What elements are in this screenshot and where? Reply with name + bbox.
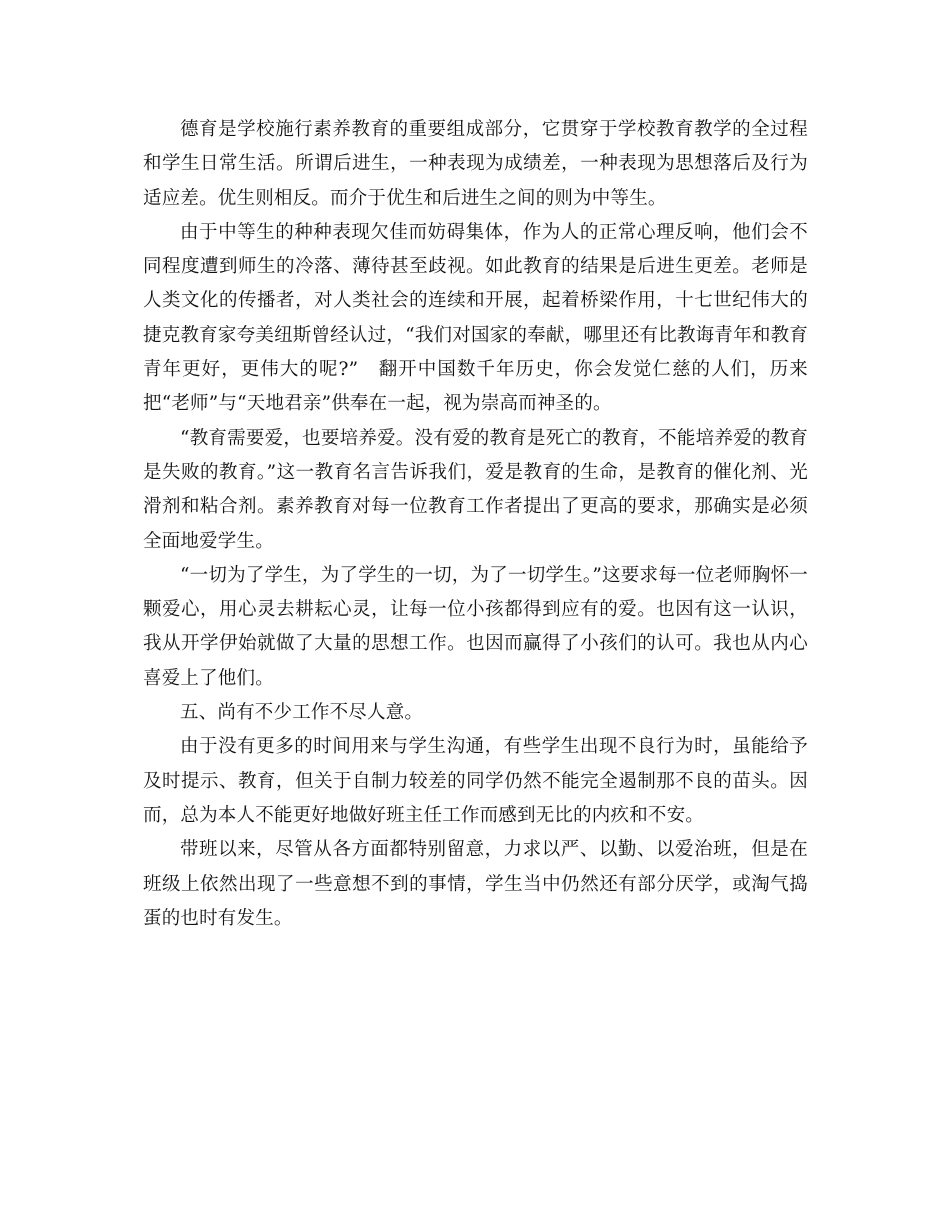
paragraph-middle-students: 由于中等生的种种表现欠佳而妨碍集体，作为人的正常心理反响，他们会不同程度遭到师生的冷落、薄待甚至歧视。如此教育的结果是后进生更差。老师是人类文化的传播者，对人类社会的连续和开展，起着桥梁作用，十七世纪伟大的捷克教育家夸美纽斯曾经认过，“我们对国家的奉献，哪里还有比教诲青年和教育青年更好，更伟大的呢?” 翻开中国数千年历史，你会发觉仁慈的人们，历来把“老师”与“天地君亲”供奉在一起，视为崇高而神圣的。 — [143, 221, 808, 415]
paragraph-education-love: “教育需要爱，也要培养爱。没有爱的教育是死亡的教育，不能培养爱的教育是失败的教育。”这一教育名言告诉我们，爱是教育的生命，是教育的催化剂、光滑剂和粘合剂。素养教育对每一位教育工作者提出了更高的要求，那确实是必须全面地爱学生。 — [143, 427, 808, 552]
paragraph-communication: 由于没有更多的时间用来与学生沟通，有些学生出现不良行为时，虽能给予及时提示、教育，但关于自制力较差的同学仍然不能完全遏制那不良的苗头。因而，总为本人不能更好地做好班主任工作而感到无比的内疚和不安。 — [143, 736, 808, 826]
section-heading-five: 五、尚有不少工作不尽人意。 — [180, 702, 424, 724]
paragraph-class-management: 带班以来，尽管从各方面都特别留意，力求以严、以勤、以爱治班，但是在班级上依然出现了一些意想不到的事情，学生当中仍然还有部分厌学，或淘气捣蛋的也时有发生。 — [143, 839, 808, 929]
document-body — [143, 113, 808, 936]
paragraph-for-students: “一切为了学生，为了学生的一切，为了一切学生。”这要求每一位老师胸怀一颗爱心，用心灵去耕耘心灵，让每一位小孩都得到应有的爱。也因有这一认识，我从开学伊始就做了大量的思想工作。也因而赢得了小孩们的认可。我也从内心喜爱上了他们。 — [143, 564, 808, 689]
paragraph-moral-education: 德育是学校施行素养教育的重要组成部分，它贯穿于学校教育教学的全过程和学生日常生活。所谓后进生，一种表现为成绩差，一种表现为思想落后及行为适应差。优生则相反。而介于优生和后进生之间的则为中等生。 — [143, 119, 808, 209]
